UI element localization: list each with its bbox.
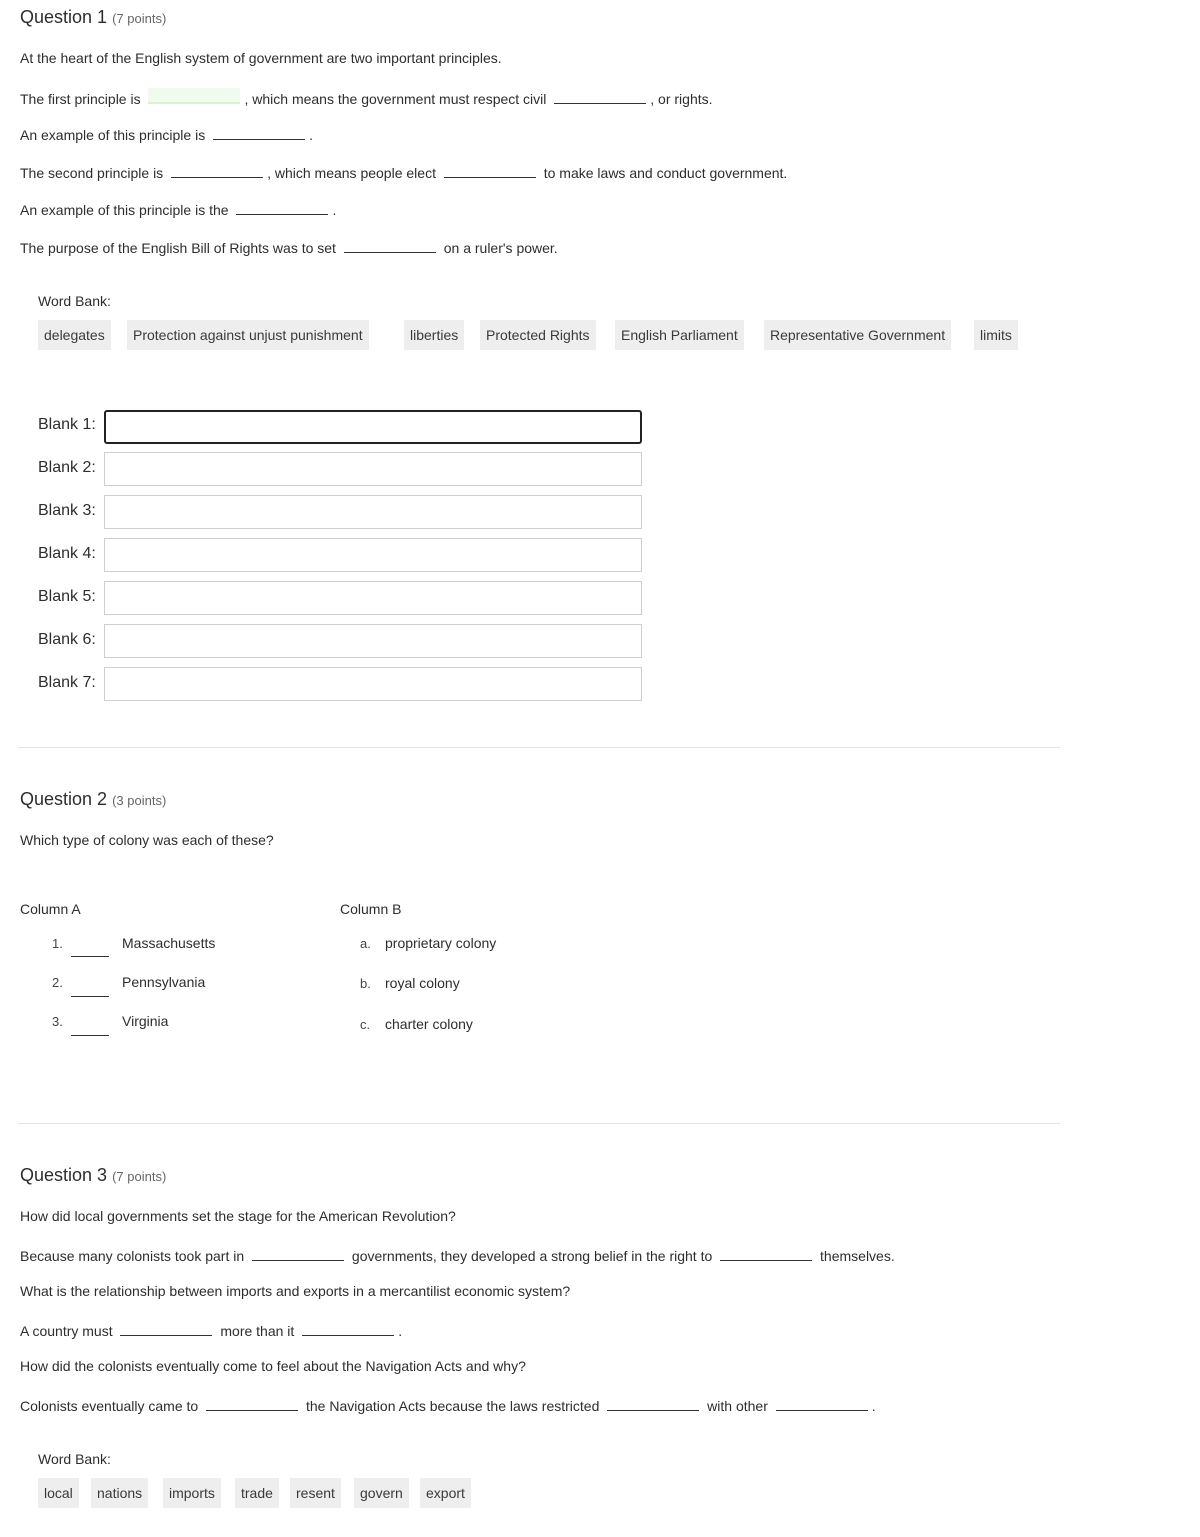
inline-blank-2 — [554, 89, 646, 104]
column-a-header: Column A — [20, 901, 81, 917]
sentence-text: more than it — [220, 1323, 295, 1339]
question-2-prompt: Which type of colony was each of these? — [20, 832, 274, 848]
sentence-text: , or rights. — [650, 91, 713, 107]
item-number: 1. — [52, 936, 63, 951]
column-b-option: charter colony — [385, 1016, 473, 1032]
question-1-title — [20, 7, 166, 28]
sentence-text: . — [332, 202, 337, 218]
question-3-title — [20, 1165, 166, 1186]
question-1-intro: At the heart of the English system of government are two important principles. — [20, 50, 502, 66]
question-3-prompt-3: How did the colonists eventually come to feel about the Navigation Acts and why? — [20, 1358, 526, 1374]
sentence-text: The second principle is — [20, 165, 164, 181]
question-divider — [18, 747, 1060, 748]
sentence-text: themselves. — [820, 1248, 895, 1264]
word-bank-chip: Protected Rights — [480, 320, 596, 350]
word-bank-label: Word Bank: — [38, 1451, 111, 1467]
inline-blank-4 — [302, 1321, 394, 1336]
blank-3-label: Blank 3: — [38, 502, 96, 519]
word-bank-chip: nations — [91, 1478, 148, 1508]
sentence-text: , which means people elect — [267, 165, 436, 181]
question-1-sentence-4 — [20, 200, 336, 218]
question-3-prompt-1: How did local governments set the stage for the American Revolution? — [20, 1208, 456, 1224]
blank-7-input[interactable] — [104, 667, 642, 701]
inline-blank-6 — [236, 200, 328, 215]
match-answer-blank-2[interactable] — [71, 996, 109, 997]
sentence-text: to make laws and conduct government. — [543, 165, 788, 181]
blank-3-input[interactable] — [104, 495, 642, 529]
word-bank-chip: limits — [974, 320, 1018, 350]
sentence-text: . — [309, 127, 313, 143]
sentence-text: . — [398, 1323, 403, 1339]
question-1-sentence-2 — [20, 125, 313, 143]
sentence-text: , which means the government must respect civil — [244, 91, 547, 107]
blank-2-label: Blank 2: — [38, 459, 96, 476]
column-b-option: royal colony — [385, 975, 460, 991]
question-3-sentence-1 — [20, 1246, 895, 1264]
blank-5-input[interactable] — [104, 581, 642, 615]
inline-blank-5 — [206, 1396, 298, 1411]
word-bank-chip: govern — [354, 1478, 409, 1508]
inline-blank-3 — [213, 125, 305, 140]
option-letter: c. — [360, 1017, 371, 1032]
question-3-prompt-2: What is the relationship between imports and exports in a mercantilist economic system? — [20, 1283, 571, 1299]
sentence-text: on a ruler's power. — [443, 240, 558, 256]
blank-5-label: Blank 5: — [38, 588, 96, 605]
column-a-item: Massachusetts — [122, 935, 216, 951]
inline-blank-7 — [776, 1396, 868, 1411]
blank-7-label: Blank 7: — [38, 674, 96, 691]
blank-4-input[interactable] — [104, 538, 642, 572]
sentence-text: An example of this principle is — [20, 127, 206, 143]
item-number: 3. — [52, 1014, 63, 1029]
blank-4-label: Blank 4: — [38, 545, 96, 562]
question-3-sentence-3 — [20, 1396, 876, 1414]
word-bank-chip: delegates — [38, 320, 111, 350]
blank-1-input[interactable] — [104, 410, 642, 444]
sentence-text: The purpose of the English Bill of Rights was to set — [20, 240, 336, 256]
question-1-sentence-5 — [20, 238, 558, 256]
inline-blank-5 — [444, 163, 536, 178]
option-letter: a. — [360, 936, 371, 951]
sentence-text: Colonists eventually came to — [20, 1398, 199, 1414]
sentence-text: Because many colonists took part in — [20, 1248, 245, 1264]
sentence-text: with other — [707, 1398, 768, 1414]
column-a-item: Virginia — [122, 1013, 169, 1029]
word-bank-chip: imports — [163, 1478, 221, 1508]
question-points: (7 points) — [112, 1169, 167, 1184]
blank-1-label: Blank 1: — [38, 416, 96, 433]
word-bank-chip: export — [420, 1478, 471, 1508]
inline-blank-1 — [252, 1246, 344, 1261]
blank-2-input[interactable] — [104, 452, 642, 486]
question-points: (7 points) — [112, 11, 167, 26]
word-bank-chip: Representative Government — [764, 320, 951, 350]
match-answer-blank-1[interactable] — [71, 956, 109, 957]
question-3-sentence-2 — [20, 1321, 402, 1339]
inline-blank-3 — [120, 1321, 212, 1336]
question-points: (3 points) — [112, 793, 167, 808]
word-bank-chip: Protection against unjust punishment — [127, 320, 369, 350]
column-a-item: Pennsylvania — [122, 974, 206, 990]
inline-blank-2 — [720, 1246, 812, 1261]
question-divider — [18, 1123, 1060, 1124]
sentence-text: An example of this principle is the — [20, 202, 229, 218]
word-bank-chip: English Parliament — [615, 320, 744, 350]
question-1-sentence-1 — [20, 88, 713, 107]
question-2-title — [20, 789, 166, 810]
inline-blank-4 — [171, 163, 263, 178]
blank-6-input[interactable] — [104, 624, 642, 658]
word-bank-chip: resent — [290, 1478, 341, 1508]
sentence-text: A country must — [20, 1323, 113, 1339]
word-bank-chip: local — [38, 1478, 79, 1508]
word-bank-chip: trade — [235, 1478, 279, 1508]
sentence-text: . — [871, 1398, 876, 1414]
question-title-text: Question 1 — [20, 7, 108, 27]
inline-blank-7 — [344, 238, 436, 253]
column-b-option: proprietary colony — [385, 935, 497, 951]
blank-6-label: Blank 6: — [38, 631, 96, 648]
option-letter: b. — [360, 976, 371, 991]
sentence-text: governments, they developed a strong belief in the right to — [351, 1248, 713, 1264]
question-1-sentence-3 — [20, 163, 787, 181]
inline-blank-6 — [607, 1396, 699, 1411]
inline-blank-1 — [148, 88, 240, 104]
sentence-text: The first principle is — [20, 91, 141, 107]
question-title-text: Question 2 — [20, 789, 108, 809]
column-b-header: Column B — [340, 901, 402, 917]
question-title-text: Question 3 — [20, 1165, 108, 1185]
word-bank-label: Word Bank: — [38, 293, 111, 309]
match-answer-blank-3[interactable] — [71, 1035, 109, 1036]
sentence-text: the Navigation Acts because the laws restricted — [305, 1398, 600, 1414]
item-number: 2. — [52, 975, 63, 990]
word-bank-chip: liberties — [404, 320, 464, 350]
